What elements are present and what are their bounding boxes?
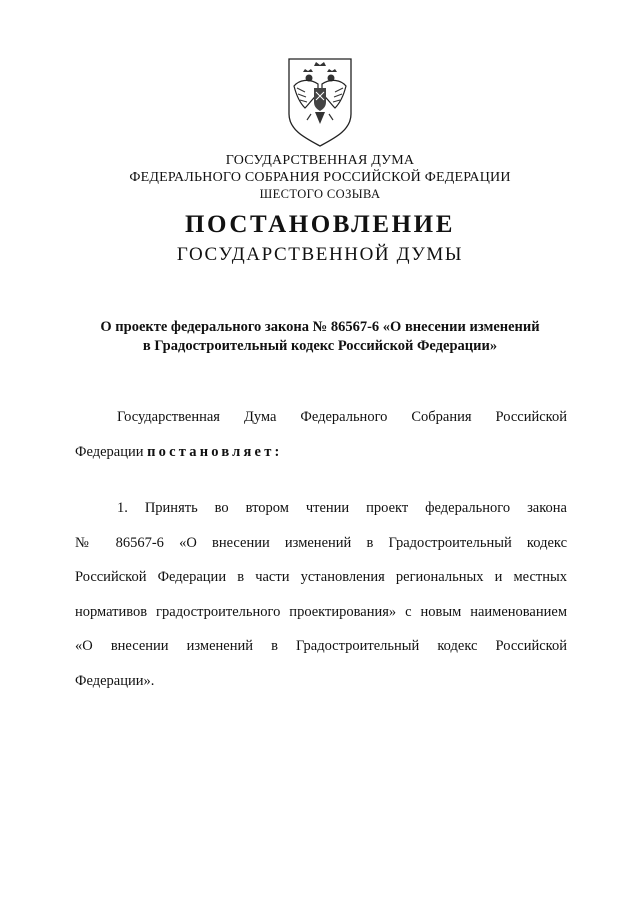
russian-coat-of-arms-icon: [285, 56, 355, 148]
point-1-line: Федерации».: [75, 672, 155, 689]
point-1-paragraph: [75, 491, 567, 698]
point-1-line: 1. Принять во втором чтении проект федерального закона: [117, 500, 567, 516]
preamble-text: Федерации: [75, 443, 148, 460]
preamble-paragraph: [75, 400, 567, 469]
point-1-line: «О внесении изменений в Градостроительный кодекс Российской: [75, 638, 567, 654]
point-1-line: Российской Федерации в части установления региональных и местных: [75, 569, 567, 585]
header-line-1: ГОСУДАРСТВЕННАЯ ДУМА: [225, 153, 415, 168]
document-issuer-title: ГОСУДАРСТВЕННОЙ ДУМЫ: [176, 244, 464, 265]
preamble-line-1: Государственная Дума Федерального Собрания Российской: [117, 409, 567, 425]
point-1-line: № 86567-6 «О внесении изменений в Градостроительный кодекс: [75, 534, 567, 551]
subject-line-1: О проекте федерального закона № 86567-6 «О внесении изменений: [100, 319, 540, 335]
preamble-line-2: [75, 435, 567, 470]
resolves-word: постановляет:: [147, 443, 283, 460]
document-subject: [60, 318, 580, 356]
header-line-3: ШЕСТОГО СОЗЫВА: [259, 187, 381, 201]
document-type-title: ПОСТАНОВЛЕНИЕ: [184, 211, 456, 238]
subject-line-2: в Градостроительный кодекс Российской Федерации»: [142, 338, 498, 354]
header-line-2: ФЕДЕРАЛЬНОГО СОБРАНИЯ РОССИЙСКОЙ ФЕДЕРАЦИИ: [129, 170, 511, 185]
issuer-header: [0, 152, 640, 203]
point-1-line: нормативов градостроительного проектирования» с новым наименованием: [75, 603, 567, 620]
